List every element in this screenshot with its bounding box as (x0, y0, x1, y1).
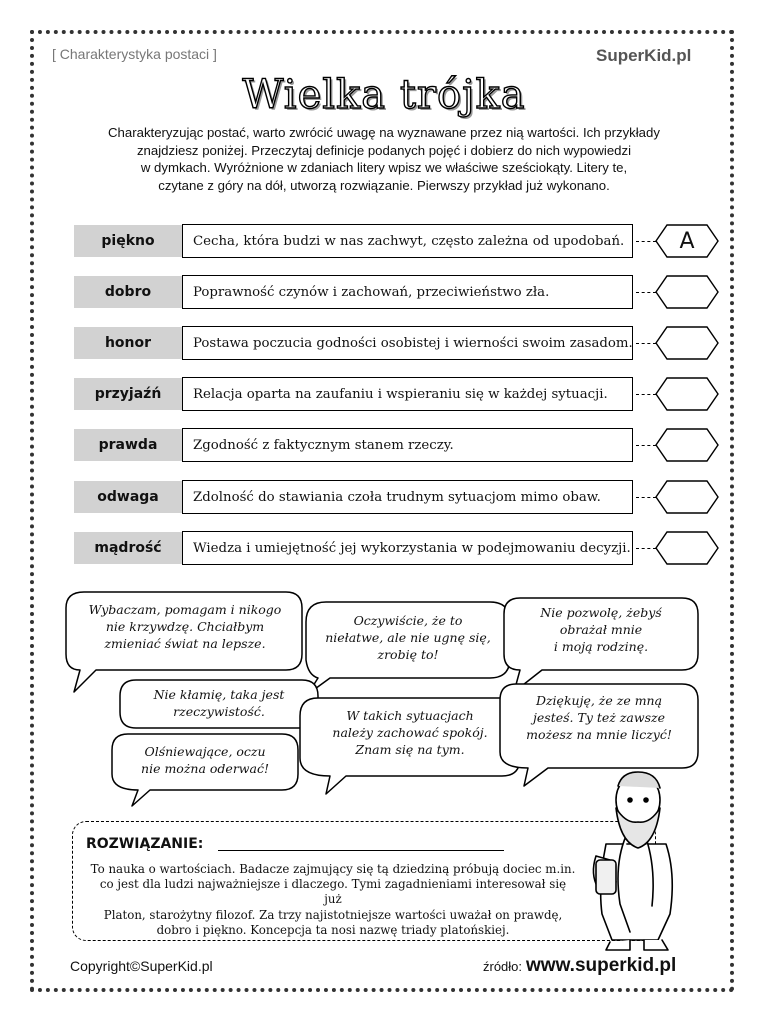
copyright-text: Copyright©SuperKid.pl (70, 958, 213, 974)
instructions-line: w dymkach. Wyróżnione w zdaniach litery wpisz we właściwe sześciokąty. Litery te, (140, 160, 628, 175)
term-label: honor (74, 327, 182, 359)
bubble-line: Wybaczam, pomagam i nikogo (88, 602, 282, 617)
term-label: przyjaźń (74, 378, 182, 410)
definition-box: Poprawność czynów i zachowań, przeciwieństwo zła. (182, 275, 633, 309)
definition-box: Cecha, która budzi w nas zachwyt, często zależna od upodobań. (182, 224, 633, 258)
bubble-line: jesteś. Ty też zawsze (533, 710, 665, 725)
speech-bubble (304, 707, 516, 758)
speech-bubble (116, 743, 294, 777)
speech-bubble (504, 692, 694, 743)
bubble-line: Olśniewające, oczu (144, 744, 266, 759)
description-line: Platon, starożytny filozof. Za trzy najistotniejsze wartości uważał on prawdę, (103, 907, 563, 922)
philosopher-illustration (586, 764, 690, 954)
bubble-line: nie krzywdzę. Chciałbym (105, 619, 265, 634)
definition-box: Postawa poczucia godności osobistej i wierności swoim zasadom. (182, 326, 633, 360)
bubble-line: Dziękuję, że ze mną (535, 693, 663, 708)
solution-input[interactable] (218, 850, 504, 851)
bubble-line: i moją rodzinę. (553, 639, 649, 654)
speech-bubble (506, 604, 696, 655)
speech-bubble (72, 601, 298, 652)
definition-box: Wiedza i umiejętność jej wykorzystania w podejmowaniu decyzji. (182, 531, 633, 565)
bubble-line: Oczywiście, że to (353, 613, 463, 628)
brand-logo: SuperKid.pl (596, 46, 692, 65)
bubble-line: zrobię to! (377, 647, 439, 662)
bubble-line: Nie kłamię, taka jest (153, 687, 285, 702)
description-line: co jest dla ludzi najważniejsze i dlaczego. Tymi zagadnieniami interesował się już (99, 877, 567, 907)
bubble-line: Znam się na tym. (355, 742, 465, 757)
term-label: piękno (74, 225, 182, 257)
source-link[interactable]: www.superkid.pl (526, 955, 677, 976)
bubble-line: nie można oderwać! (141, 761, 269, 776)
term-label: mądrość (74, 532, 182, 564)
description-line: dobro i piękno. Koncepcja ta nosi nazwę triady platońskiej. (156, 922, 510, 937)
instructions-line: znajdziesz poniżej. Przeczytaj definicje podanych pojęć i dobierz do nich wypowiedzi (136, 142, 632, 158)
term-label: odwaga (74, 481, 182, 513)
page-title: Wielka trójka (242, 72, 526, 118)
bubble-line: Nie pozwolę, żebyś (540, 605, 662, 620)
definition-box: Zdolność do stawiania czoła trudnym sytuacjom mimo obaw. (182, 480, 633, 514)
speech-bubble (124, 686, 314, 720)
definition-box: Zgodność z faktycznym stanem rzeczy. (182, 428, 633, 462)
category-label: [ Charakterystyka postaci ] (52, 46, 217, 62)
term-label: dobro (74, 276, 182, 308)
bubble-line: W takich sytuacjach (346, 708, 474, 723)
bubble-line: zmieniać świat na lepsze. (104, 636, 266, 651)
instructions-line: Charakteryzując postać, warto zwrócić uwagę na wyznawane przez nią wartości. Ich przykłady (108, 125, 660, 140)
bubble-line: niełatwe, ale nie ugnę się, (325, 630, 491, 645)
source-label: źródło: (483, 959, 523, 974)
source-credit (483, 955, 676, 977)
solution-label: ROZWIĄZANIE: (86, 836, 204, 852)
bubble-line: należy zachować spokój. (332, 725, 488, 740)
bubble-line: rzeczywistość. (173, 704, 265, 719)
instructions-line: czytane z góry na dół, utworzą rozwiązanie. Pierwszy przykład już wykonano. (158, 177, 610, 193)
bubble-line: obrażał mnie (559, 622, 643, 637)
solution-description (90, 862, 576, 938)
bubble-line: możesz na mnie liczyć! (526, 727, 672, 742)
description-line: To nauka o wartościach. Badacze zajmujący się tą dziedziną próbują dociec m.in. (90, 862, 576, 876)
definition-box: Relacja oparta na zaufaniu i wspieraniu się w każdej sytuacji. (182, 377, 633, 411)
term-label: prawda (74, 429, 182, 461)
hexagon-letter: A (679, 228, 695, 254)
speech-bubble (310, 612, 506, 663)
